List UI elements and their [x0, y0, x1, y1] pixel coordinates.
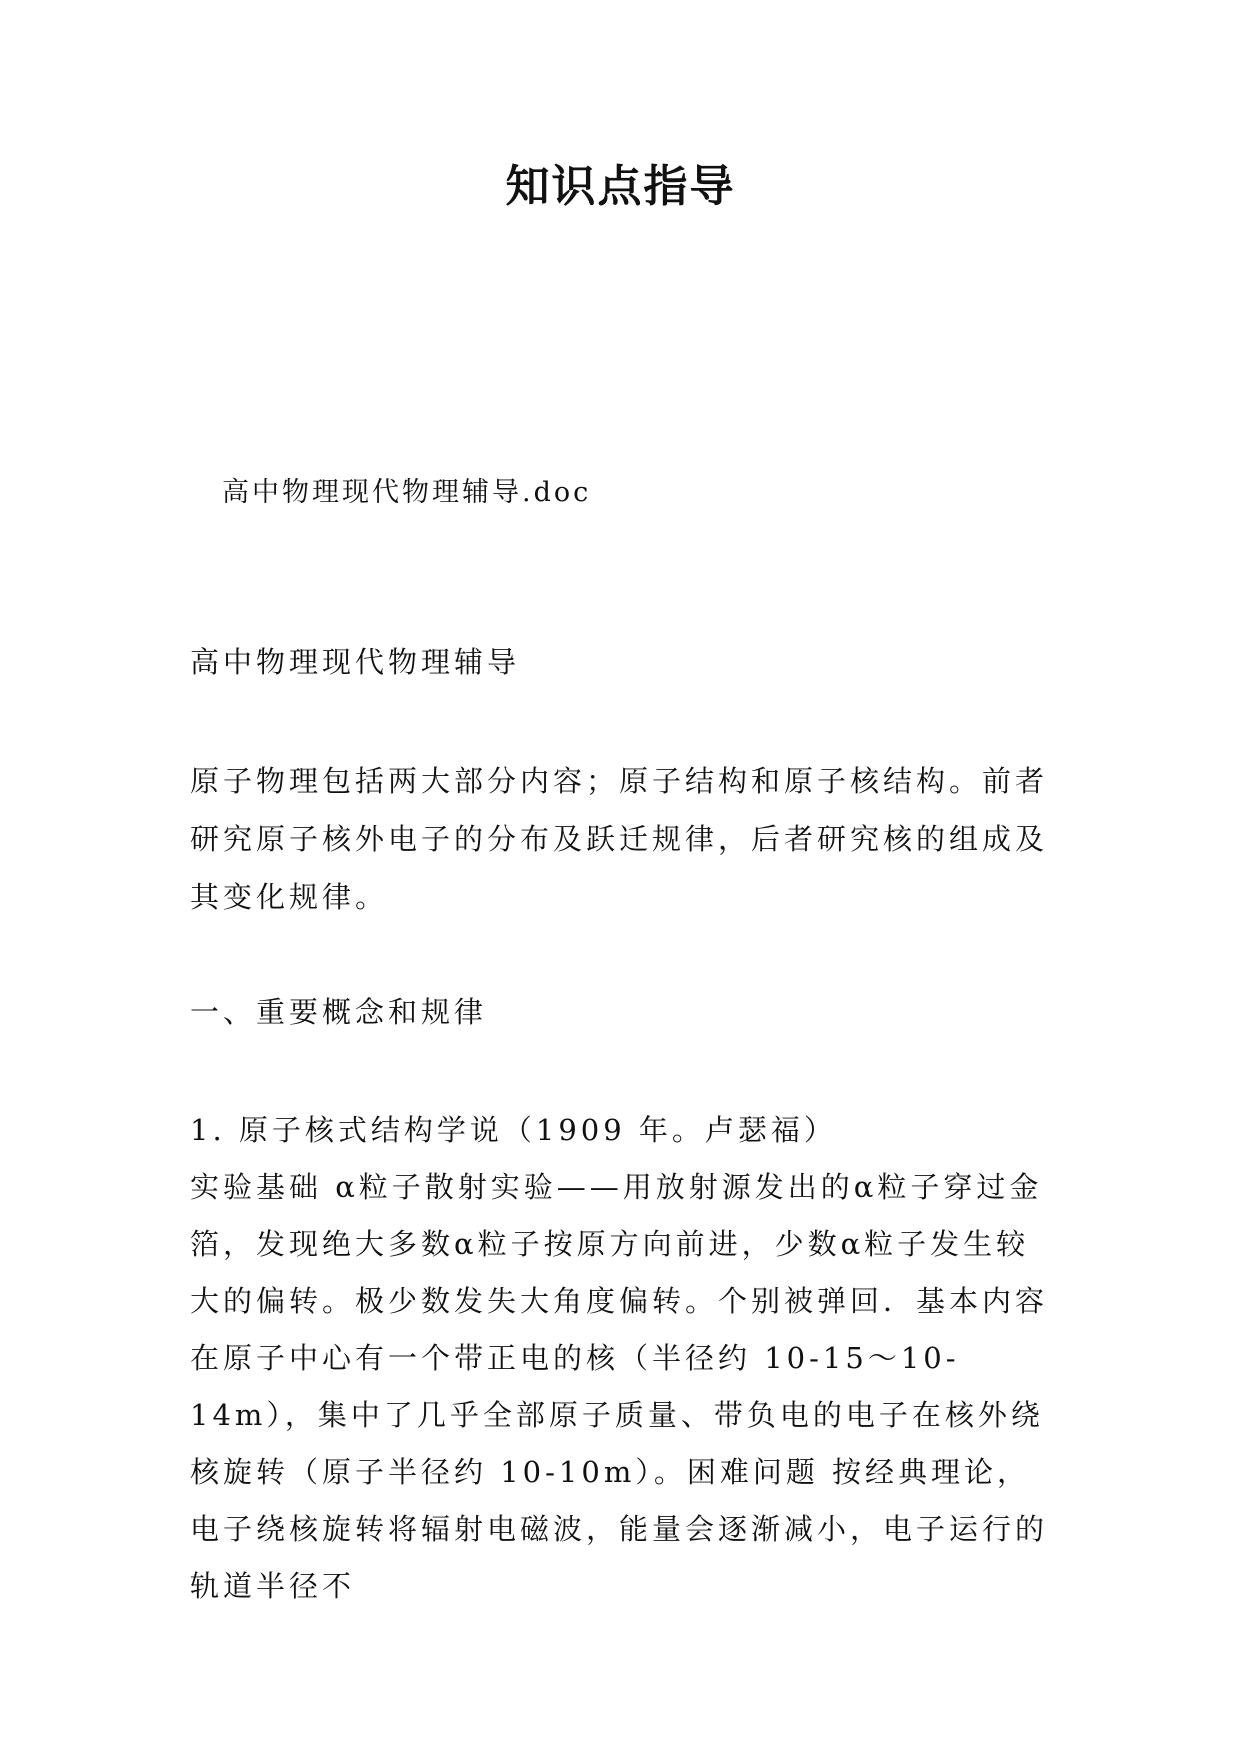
item-heading: 1. 原子核式结构学说（1909 年。卢瑟福） — [190, 1113, 837, 1147]
document-filename: 高中物理现代物理辅导.doc — [222, 477, 592, 508]
item-body-paragraph: 实验基础 α粒子散射实验——用放射源发出的α粒子穿过金箔，发现绝大多数α粒子按原方向前进，少数α粒子发生较大的偏转。极少数发失大角度偏转。个别被弹回．基本内容 在原子中心有一个带正电的核（半径约 10-15～10-14m），集中了几乎全部原子质量、带负电的电子在核外绕核旋转（原子半径约 10-10m）。困难问题 按经典理论，电子绕核旋转将辐射电磁波，能量会逐渐减小，电子运行的轨道半径不 — [190, 1170, 1049, 1603]
section-heading: 一、重要概念和规律 — [190, 995, 488, 1029]
item-block — [190, 1102, 1050, 1615]
page-title: 知识点指导 — [505, 161, 736, 212]
document-subtitle: 高中物理现代物理辅导 — [190, 645, 521, 679]
intro-paragraph: 原子物理包括两大部分内容；原子结构和原子核结构。前者研究原子核外电子的分布及跃迁规律，后者研究核的组成及其变化规律。 — [190, 764, 1049, 914]
